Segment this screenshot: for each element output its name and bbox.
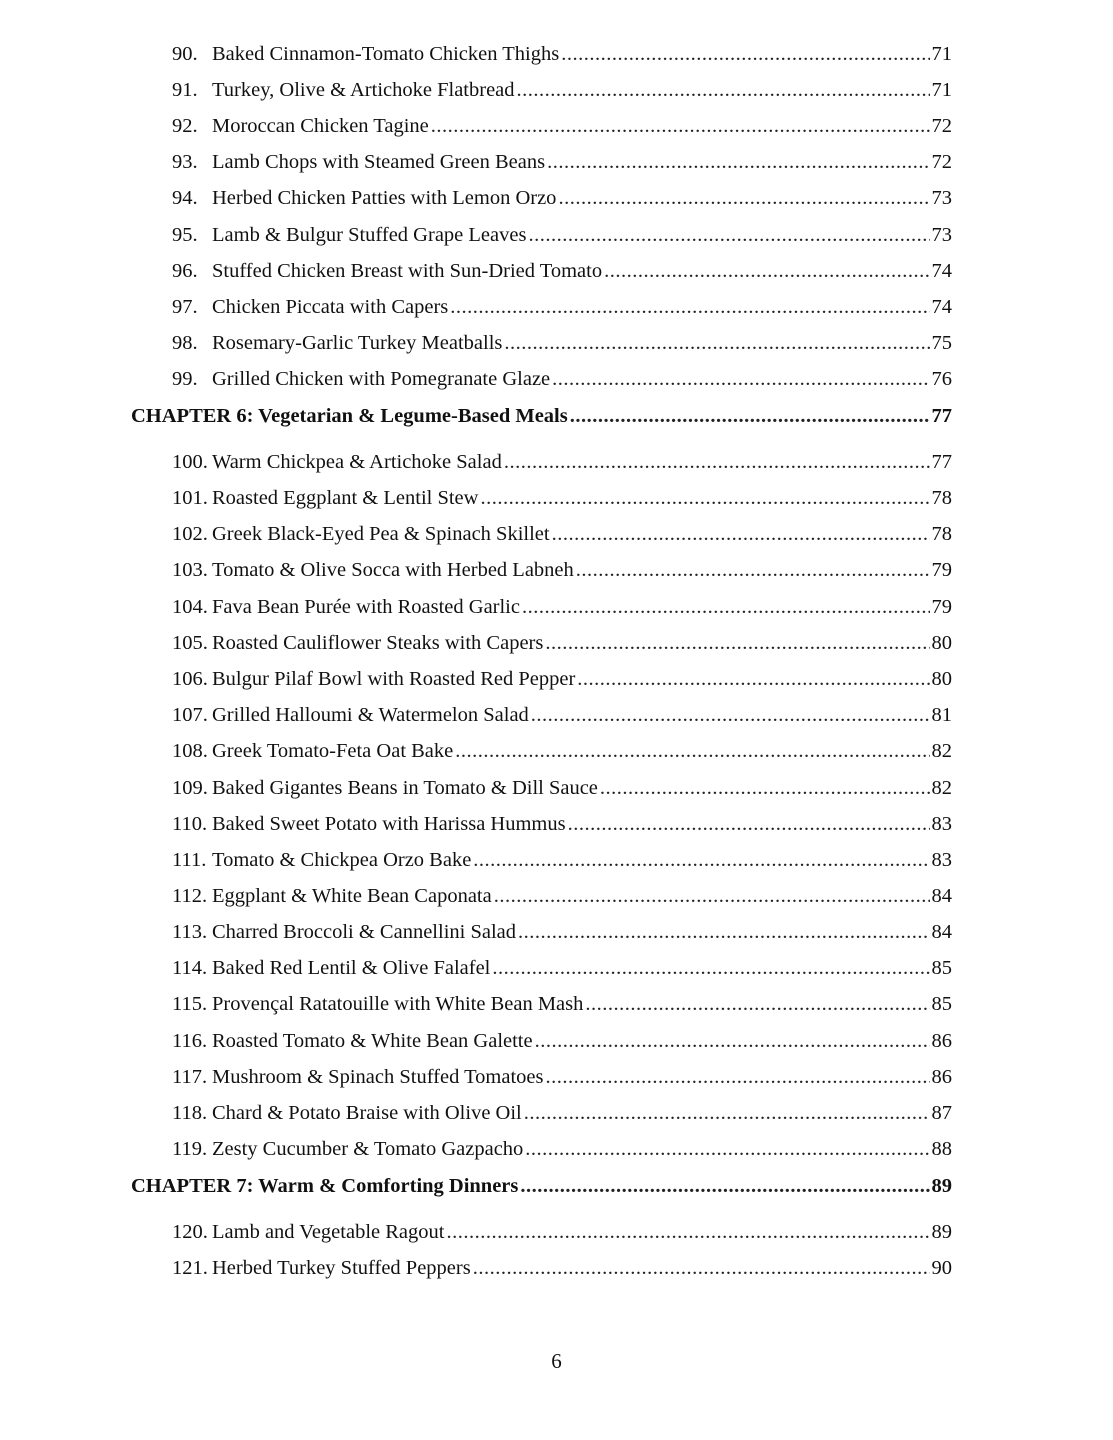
toc-entry[interactable] (172, 917, 952, 947)
toc-entry-title: Eggplant & White Bean Caponata (212, 885, 492, 907)
toc-entry-title: Stuffed Chicken Breast with Sun-Dried Tomato (212, 260, 603, 282)
chapter-title: CHAPTER 6: Vegetarian & Legume-Based Meals (131, 405, 568, 427)
dot-leader (431, 111, 930, 141)
dot-leader (535, 1026, 930, 1056)
toc-entry[interactable] (172, 183, 952, 213)
toc-entry-number: 120. (172, 1221, 208, 1243)
dot-leader (517, 75, 930, 105)
toc-entry-title: Tomato & Chickpea Orzo Bake (212, 849, 472, 871)
dot-leader (585, 989, 929, 1019)
toc-entry[interactable] (172, 1217, 952, 1247)
toc-entry[interactable] (172, 628, 952, 658)
toc-entry[interactable] (172, 1026, 952, 1056)
toc-entry-number: 118. (172, 1102, 208, 1124)
toc-entry-number: 104. (172, 596, 208, 618)
toc-entry-number: 105. (172, 632, 208, 654)
toc-page-number: 72 (931, 151, 952, 173)
toc-entry-title: Herbed Chicken Patties with Lemon Orzo (212, 187, 557, 209)
toc-entry-number: 93. (172, 151, 198, 173)
toc-page-number: 87 (931, 1102, 952, 1124)
toc-entry[interactable] (172, 773, 952, 803)
toc-page-number: 71 (931, 79, 952, 101)
toc-entry-title: Chard & Potato Braise with Olive Oil (212, 1102, 522, 1124)
toc-entry-number: 115. (172, 993, 208, 1015)
toc-chapter-heading[interactable] (131, 401, 952, 431)
toc-entry-number: 90. (172, 43, 198, 65)
dot-leader (504, 328, 929, 358)
toc-page-number: 78 (931, 523, 952, 545)
dot-leader (480, 483, 929, 513)
toc-entry-title: Roasted Cauliflower Steaks with Capers (212, 632, 544, 654)
toc-chapter-heading[interactable] (131, 1171, 952, 1201)
dot-leader (531, 700, 930, 730)
toc-page-number: 75 (931, 332, 952, 354)
toc-entry-number: 94. (172, 187, 198, 209)
toc-page-number: 79 (931, 596, 952, 618)
toc-page-number: 89 (931, 1221, 952, 1243)
toc-entry[interactable] (172, 364, 952, 394)
toc-entry-title: Zesty Cucumber & Tomato Gazpacho (212, 1138, 524, 1160)
toc-entry[interactable] (172, 953, 952, 983)
toc-page-number: 79 (931, 559, 952, 581)
toc-entry-number: 119. (172, 1138, 208, 1160)
dot-leader (570, 401, 930, 431)
toc-entry[interactable] (172, 292, 952, 322)
toc-entry-number: 108. (172, 740, 208, 762)
toc-entry[interactable] (172, 845, 952, 875)
dot-leader (473, 845, 929, 875)
toc-entry-title: Greek Tomato-Feta Oat Bake (212, 740, 454, 762)
dot-leader (494, 881, 930, 911)
toc-entry-title: Roasted Eggplant & Lentil Stew (212, 487, 479, 509)
toc-entry[interactable] (172, 256, 952, 286)
toc-page-number: 82 (931, 777, 952, 799)
toc-entry-number: 111. (172, 849, 207, 871)
toc-entry[interactable] (172, 75, 952, 105)
toc-page-number: 88 (931, 1138, 952, 1160)
toc-entry[interactable] (172, 111, 952, 141)
toc-entry[interactable] (172, 592, 952, 622)
toc-entry-title: Herbed Turkey Stuffed Peppers (212, 1257, 471, 1279)
dot-leader (520, 1171, 929, 1201)
toc-entry-number: 106. (172, 668, 208, 690)
toc-entry-title: Fava Bean Purée with Roasted Garlic (212, 596, 520, 618)
toc-entry-number: 117. (172, 1066, 208, 1088)
toc-entry-title: Provençal Ratatouille with White Bean Mash (212, 993, 584, 1015)
dot-leader (473, 1253, 930, 1283)
toc-entry[interactable] (172, 555, 952, 585)
toc-entry-number: 99. (172, 368, 198, 390)
toc-entry-number: 103. (172, 559, 208, 581)
toc-entry-title: Chicken Piccata with Capers (212, 296, 449, 318)
toc-entry[interactable] (172, 989, 952, 1019)
toc-entry-title: Turkey, Olive & Artichoke Flatbread (212, 79, 515, 101)
toc-page-number: 73 (931, 224, 952, 246)
toc-page-number: 83 (931, 813, 952, 835)
chapter-title: CHAPTER 7: Warm & Comforting Dinners (131, 1175, 519, 1197)
dot-leader (522, 592, 930, 622)
dot-leader (450, 292, 929, 322)
toc-entry[interactable] (172, 736, 952, 766)
dot-leader (455, 736, 929, 766)
toc-entry-number: 102. (172, 523, 208, 545)
toc-entry-title: Baked Gigantes Beans in Tomato & Dill Sauce (212, 777, 598, 799)
toc-entry[interactable] (172, 1134, 952, 1164)
toc-entry[interactable] (172, 147, 952, 177)
dot-leader (524, 1098, 930, 1128)
toc-page-number: 72 (931, 115, 952, 137)
dot-leader (576, 555, 930, 585)
toc-entry-title: Bulgur Pilaf Bowl with Roasted Red Pepper (212, 668, 576, 690)
toc-page-number: 73 (931, 187, 952, 209)
toc-entry[interactable] (172, 519, 952, 549)
toc-entry[interactable] (172, 1098, 952, 1128)
dot-leader (558, 183, 929, 213)
toc-page-number: 90 (931, 1257, 952, 1279)
toc-entry-number: 95. (172, 224, 198, 246)
toc-entry-title: Greek Black-Eyed Pea & Spinach Skillet (212, 523, 550, 545)
toc-entry[interactable] (172, 1253, 952, 1283)
toc-entry-number: 100. (172, 451, 208, 473)
toc-entry-title: Lamb and Vegetable Ragout (212, 1221, 445, 1243)
toc-entry-title: Rosemary-Garlic Turkey Meatballs (212, 332, 503, 354)
toc-entry[interactable] (172, 447, 952, 477)
toc-page-number: 86 (931, 1066, 952, 1088)
toc-entry[interactable] (172, 664, 952, 694)
toc-entry-title: Grilled Halloumi & Watermelon Salad (212, 704, 529, 726)
toc-entry-number: 114. (172, 957, 208, 979)
toc-entry-title: Lamb & Bulgur Stuffed Grape Leaves (212, 224, 527, 246)
toc-page-number: 86 (931, 1030, 952, 1052)
toc-entry-title: Charred Broccoli & Cannellini Salad (212, 921, 517, 943)
toc-page-number: 84 (931, 885, 952, 907)
dot-leader (492, 953, 929, 983)
toc-page-number: 77 (931, 451, 952, 473)
toc-entry-number: 110. (172, 813, 208, 835)
toc-entry-title: Baked Red Lentil & Olive Falafel (212, 957, 491, 979)
toc-page-number: 81 (931, 704, 952, 726)
toc-page-number: 80 (931, 632, 952, 654)
dot-leader (552, 364, 929, 394)
toc-entry-title: Warm Chickpea & Artichoke Salad (212, 451, 502, 473)
dot-leader (577, 664, 929, 694)
dot-leader (446, 1217, 929, 1247)
toc-page-number: 71 (931, 43, 952, 65)
dot-leader (518, 917, 929, 947)
toc-page-number: 77 (931, 405, 952, 427)
toc-entry-title: Roasted Tomato & White Bean Galette (212, 1030, 533, 1052)
toc-entry-number: 107. (172, 704, 208, 726)
dot-leader (545, 628, 929, 658)
dot-leader (547, 147, 929, 177)
toc-entry-number: 113. (172, 921, 208, 943)
toc-entry-title: Mushroom & Spinach Stuffed Tomatoes (212, 1066, 544, 1088)
toc-entry-title: Moroccan Chicken Tagine (212, 115, 429, 137)
toc-entry-title: Grilled Chicken with Pomegranate Glaze (212, 368, 551, 390)
toc-page-number: 74 (931, 260, 952, 282)
dot-leader (604, 256, 929, 286)
toc-page-number: 85 (931, 957, 952, 979)
toc-page-number: 74 (931, 296, 952, 318)
toc-entry-number: 92. (172, 115, 198, 137)
toc-page-number: 84 (931, 921, 952, 943)
toc-page-number: 85 (931, 993, 952, 1015)
toc-entry-number: 101. (172, 487, 208, 509)
dot-leader (545, 1062, 929, 1092)
toc-entry-number: 112. (172, 885, 208, 907)
toc-page-number: 76 (931, 368, 952, 390)
dot-leader (600, 773, 930, 803)
dot-leader (525, 1134, 929, 1164)
toc-page-number: 80 (931, 668, 952, 690)
toc-entry-title: Baked Cinnamon-Tomato Chicken Thighs (212, 43, 560, 65)
toc-entry[interactable] (172, 881, 952, 911)
toc-entry-number: 91. (172, 79, 198, 101)
toc-entry[interactable] (172, 809, 952, 839)
toc-entry-title: Tomato & Olive Socca with Herbed Labneh (212, 559, 574, 581)
toc-entry-title: Lamb Chops with Steamed Green Beans (212, 151, 546, 173)
toc-entry[interactable] (172, 700, 952, 730)
toc-entry-number: 98. (172, 332, 198, 354)
toc-page-number: 83 (931, 849, 952, 871)
toc-entry[interactable] (172, 39, 952, 69)
toc-page-number: 89 (931, 1175, 952, 1197)
toc-entry[interactable] (172, 328, 952, 358)
toc-page-number: 78 (931, 487, 952, 509)
dot-leader (552, 519, 930, 549)
toc-entry-number: 96. (172, 260, 198, 282)
page-number: 6 (551, 1349, 562, 1373)
toc-entry[interactable] (172, 220, 952, 250)
toc-entry-title: Baked Sweet Potato with Harissa Hummus (212, 813, 566, 835)
toc-entry-number: 109. (172, 777, 208, 799)
dot-leader (561, 39, 929, 69)
toc-entry-number: 121. (172, 1257, 208, 1279)
dot-leader (504, 447, 930, 477)
toc-entry[interactable] (172, 1062, 952, 1092)
toc-entry-number: 116. (172, 1030, 208, 1052)
toc-entry-number: 97. (172, 296, 198, 318)
dot-leader (568, 809, 930, 839)
toc-entry[interactable] (172, 483, 952, 513)
dot-leader (528, 220, 929, 250)
toc-page-number: 82 (931, 740, 952, 762)
